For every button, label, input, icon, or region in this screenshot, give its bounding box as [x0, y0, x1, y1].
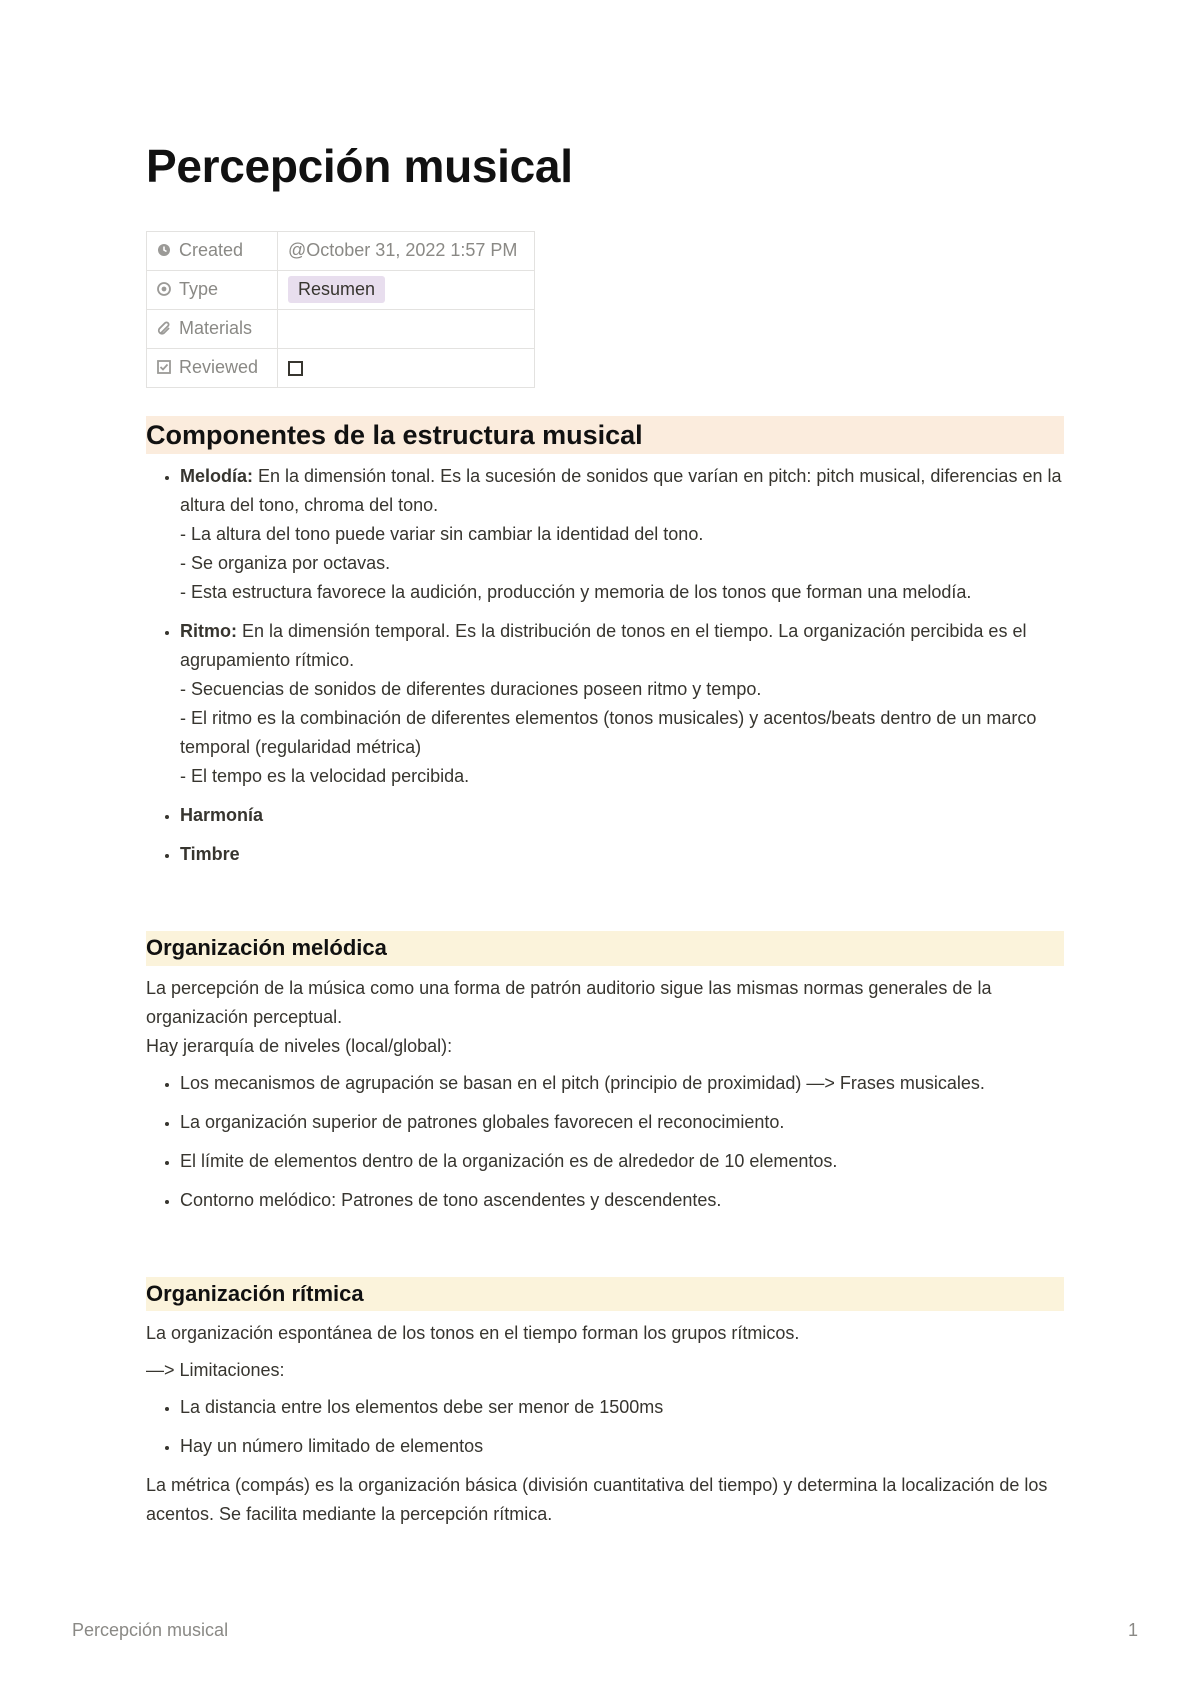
- section-heading-ritmica: Organización rítmica: [146, 1277, 1064, 1312]
- paragraph: La métrica (compás) es la organización básica (división cuantitativa del tiempo) y determina la localización de los acentos. Se facilita mediante la percepción rítmica.: [146, 1475, 1048, 1525]
- list-item-harmonia: • Harmonía: [180, 801, 1064, 830]
- property-row-created: [147, 231, 535, 270]
- checkbox-icon: [157, 360, 171, 374]
- property-row-reviewed: [147, 348, 535, 387]
- type-value: [278, 270, 535, 309]
- property-row-type: [147, 270, 535, 309]
- list-item: • Contorno melódico: Patrones de tono ascendentes y descendentes.: [180, 1186, 1064, 1215]
- page-number: 1: [1127, 1620, 1138, 1640]
- paragraph: La percepción de la música como una forma de patrón auditorio sigue las mismas normas generales de la organización perceptual. Hay jerarquía de niveles (local/global):: [146, 977, 992, 1056]
- materials-value[interactable]: [278, 309, 535, 348]
- list-item: • El límite de elementos dentro de la organización es de alrededor de 10 elementos.: [180, 1147, 1064, 1176]
- created-value: @October 31, 2022 1:57 PM: [278, 231, 535, 270]
- page-title: Percepción musical: [146, 140, 573, 192]
- melodica-list: [146, 1069, 1064, 1215]
- list-item-timbre: • Timbre: [180, 840, 1064, 869]
- target-icon: [157, 282, 171, 296]
- document-page: [146, 140, 1064, 1537]
- list-item: • Los mecanismos de agrupación se basan en el pitch (principio de proximidad) —> Frases musicales.: [180, 1069, 1064, 1098]
- list-item: • La distancia entre los elementos debe ser menor de 1500ms: [180, 1393, 1064, 1422]
- property-key: Reviewed: [147, 348, 278, 387]
- paragraph: La organización espontánea de los tonos en el tiempo forman los grupos rítmicos.: [146, 1323, 800, 1344]
- list-item: • Hay un número limitado de elementos: [180, 1432, 1064, 1461]
- section-heading-melodica: Organización melódica: [146, 931, 1064, 966]
- components-list: [146, 462, 1064, 869]
- paragraph: —> Limitaciones:: [146, 1360, 285, 1381]
- reviewed-checkbox[interactable]: [288, 361, 303, 376]
- property-key: Materials: [147, 309, 278, 348]
- section-heading-componentes: Componentes de la estructura musical: [146, 416, 1064, 454]
- property-key: Created: [147, 231, 278, 270]
- property-key: Type: [147, 270, 278, 309]
- reviewed-value: [278, 348, 535, 387]
- list-item: • La organización superior de patrones globales favorecen el reconocimiento.: [180, 1108, 1064, 1137]
- ritmica-list: [146, 1393, 1064, 1461]
- type-tag[interactable]: Resumen: [288, 276, 385, 303]
- clock-icon: [157, 243, 171, 257]
- footer-title: Percepción musical: [72, 1620, 229, 1640]
- paperclip-icon: [157, 321, 171, 335]
- list-item-ritmo: • Ritmo: En la dimensión temporal. Es la distribución de tonos en el tiempo. La organización percibida es el agrupamiento rítmico. - Secuencias de sonidos de diferentes duraciones poseen ritmo y tempo. - El ritmo es la combinación de diferentes elementos (tonos musicales) y acentos/beats dentro de un marco temporal (regularidad métrica) - El tempo es la velocidad percibida.: [180, 617, 1064, 791]
- property-row-materials: [147, 309, 535, 348]
- properties-table: [146, 231, 535, 388]
- list-item-melodia: • Melodía: En la dimensión tonal. Es la sucesión de sonidos que varían en pitch: pitch musical, diferencias en la altura del tono, chroma del tono. - La altura del tono puede variar sin cambiar la identidad del tono. - Se organiza por octavas. - Esta estructura favorece la audición, producción y memoria de los tonos que forman una melodía.: [180, 462, 1064, 607]
